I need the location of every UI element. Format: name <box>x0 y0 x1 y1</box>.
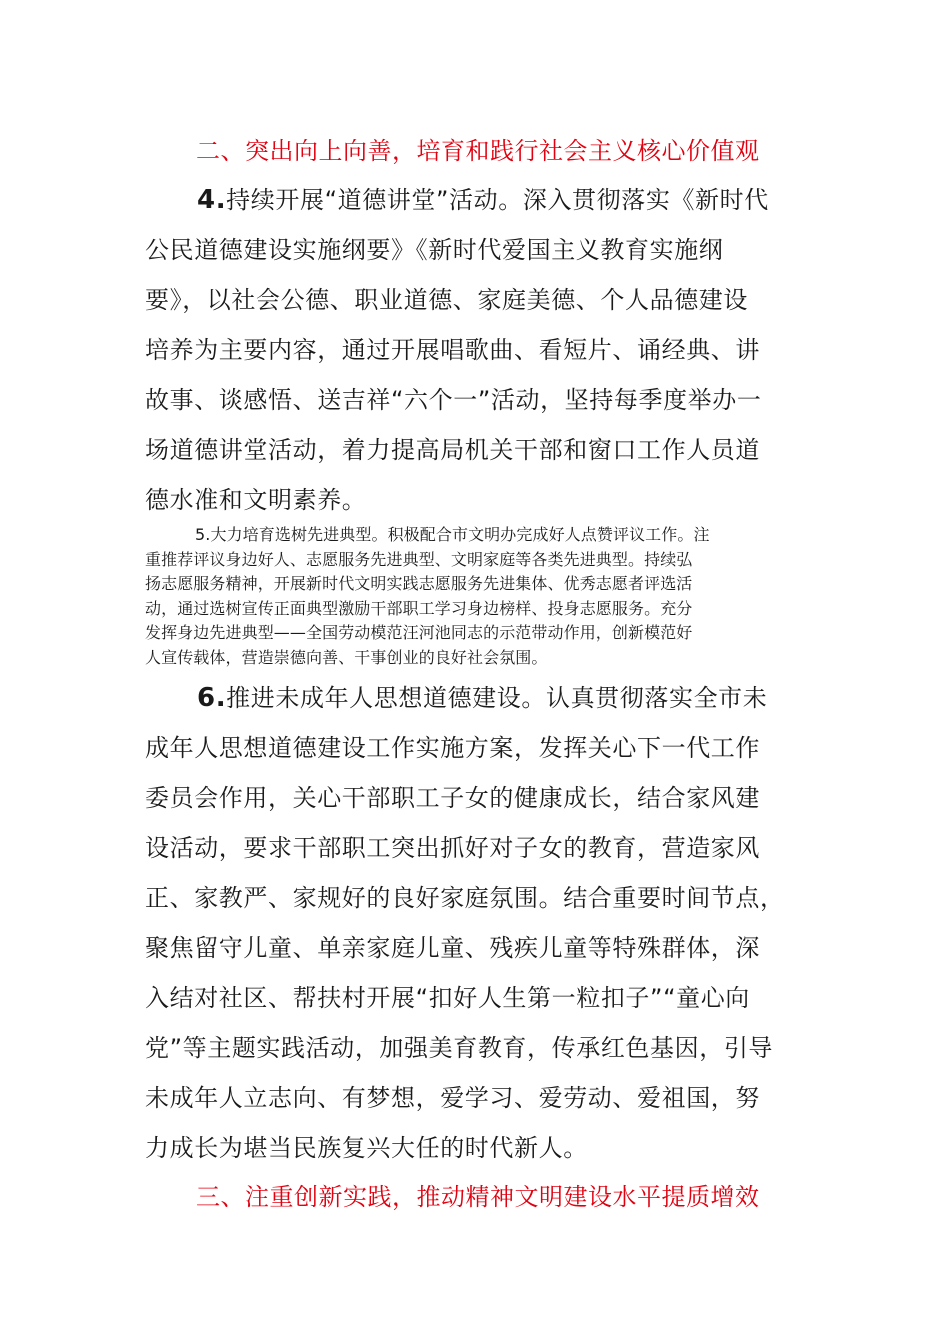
item-4-number: 4. <box>197 185 227 215</box>
section-heading-3: 三、注重创新实践，推动精神文明建设水平提质增效 <box>196 1183 760 1211</box>
item-6-number: 6. <box>197 683 227 713</box>
item-6-line-6: 聚焦留守儿童、单亲家庭儿童、残疾儿童等特殊群体，深 <box>145 934 760 962</box>
item-6-line-1: 6.推进未成年人思想道德建设。认真贯彻落实全市未 <box>197 683 768 713</box>
item-4-line-3: 要》，以社会公德、职业道德、家庭美德、个人品德建设 <box>145 286 748 314</box>
item-6-line-7: 入结对社区、帮扶村开展“扣好人生第一粒扣子”“童心向 <box>145 984 750 1012</box>
item-6-line-2: 成年人思想道德建设工作实施方案，发挥关心下一代工作 <box>145 734 760 762</box>
item-4-line-6: 场道德讲堂活动，着力提高局机关干部和窗口工作人员道 <box>145 436 760 464</box>
item-4-paragraph <box>145 175 817 525</box>
item-4-line-2: 公民道德建设实施纲要》《新时代爱国主义教育实施纲 <box>145 236 724 264</box>
section-heading-2: 二、突出向上向善，培育和践行社会主义核心价值观 <box>196 137 760 165</box>
item-6-line-9: 未成年人立志向、有梦想，爱学习、爱劳动、爱祖国，努 <box>145 1084 760 1112</box>
item-6-paragraph <box>145 673 817 1173</box>
item-5-paragraph <box>145 523 817 671</box>
item-4-line-1: 4.持续开展“道德讲堂”活动。深入贯彻落实《新时代 <box>197 185 769 215</box>
item-6-line-8: 党”等主题实践活动，加强美育教育，传承红色基因，引导 <box>145 1034 774 1062</box>
item-5-line-6: 人宣传载体，营造崇德向善、干事创业的良好社会氛围。 <box>145 647 548 667</box>
item-5-line-1: 5.大力培育选树先进典型。积极配合市文明办完成好人点赞评议工作。注 <box>195 525 710 544</box>
item-4-line-4: 培养为主要内容，通过开展唱歌曲、看短片、诵经典、讲 <box>145 336 760 364</box>
item-4-line-7: 德水准和文明素养。 <box>145 486 367 514</box>
item-5-line-5: 发挥身边先进典型——全国劳动模范汪河池同志的示范带动作用，创新模范好 <box>145 623 693 643</box>
item-6-line-10: 力成长为堪当民族复兴大任的时代新人。 <box>145 1134 588 1162</box>
item-5-line-3: 扬志愿服务精神，开展新时代文明实践志愿服务先进集体、优秀志愿者评选活 <box>145 574 693 594</box>
item-4-line-5: 故事、谈感悟、送吉祥“六个一”活动，坚持每季度举办一 <box>145 386 762 414</box>
item-5-line-2: 重推荐评议身边好人、志愿服务先进典型、文明家庭等各类先进典型。持续弘 <box>145 549 693 569</box>
item-5-line-4: 动，通过选树宣传正面典型激励干部职工学习身边榜样、投身志愿服务。充分 <box>145 598 693 618</box>
item-6-line-3: 委员会作用，关心干部职工子女的健康成长，结合家风建 <box>145 784 760 812</box>
item-6-line-4: 设活动，要求干部职工突出抓好对子女的教育，营造家风 <box>145 834 760 862</box>
item-5-number: 5. <box>195 525 211 544</box>
item-6-line-5: 正、家教严、家规好的良好家庭氛围。结合重要时间节点， <box>145 884 785 912</box>
